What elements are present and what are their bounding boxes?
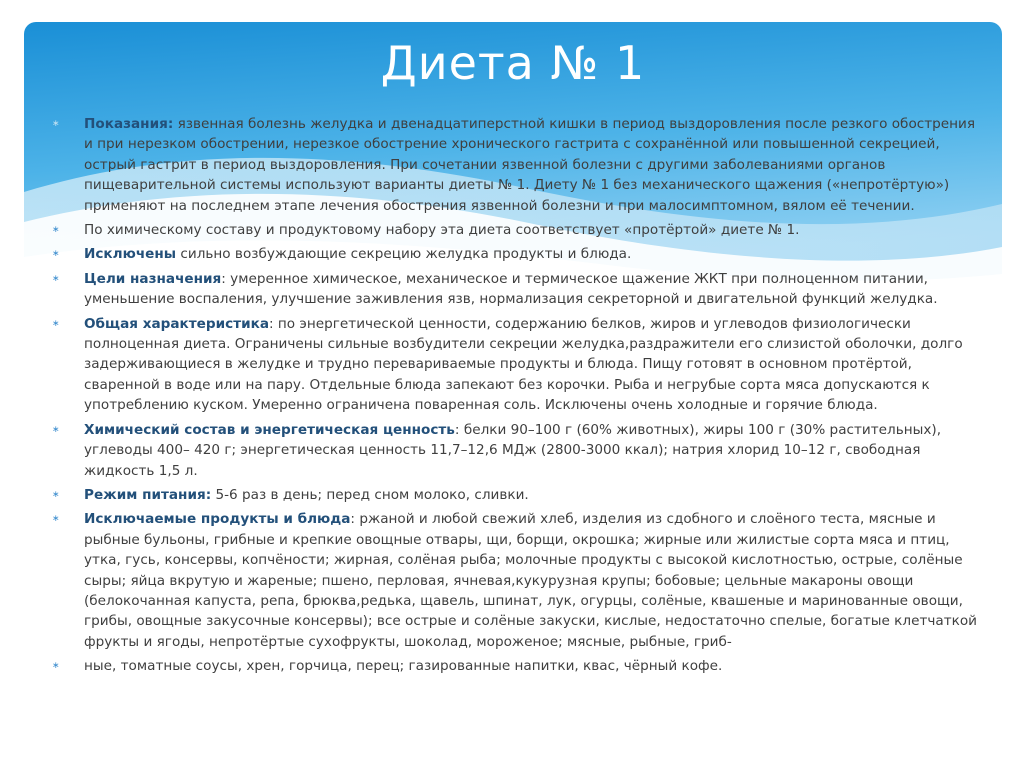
item-text: : ржаной и любой свежий хлеб, изделия из сдобного и слоёного теста, мясные и рыбные бульоны, грибные и крепкие овощные отвары, щи, борщи, окрошка; жирные или жилистые сорта мяса и птиц, утка, гусь, консервы, копчёности; жирная, солёная рыба; молочные продукты с высокой кислотностью, острые, солёные сыры; яйца вкрутую и жареные; пшено, перловая, ячневая,кукурузная крупы; бобовые; цельные макароны овощи (белокочанная капуста, репа, брюква,редька, щавель, шпинат, лук, огурцы, солёные, квашеные и маринованные овощи, грибы, овощные закусочные консервы); все острые и солёные закуски, кислые, недостаточно спелые, богатые клетчаткой фрукты и ягоды, непротёртые сухофрукты, шоколад, мороженое; мясные, рыбные, гриб- [84, 511, 978, 650]
list-item-indications [52, 114, 982, 216]
bullet-icon: ∗ [52, 424, 60, 435]
item-text: сильно возбуждающие секрецию желудка продукты и блюда. [176, 246, 632, 263]
bullet-icon: ∗ [52, 514, 60, 525]
slide-content [52, 114, 982, 681]
item-label: Общая характеристика [84, 315, 269, 332]
bullet-icon: ∗ [52, 225, 60, 236]
item-text: : по энергетической ценности, содержанию белков, жиров и углеводов физиологически полноценная диета. Ограничены сильные возбудители секреции желудка,раздражители его слизистой оболочки, долго задерживающиеся в желудке и трудно перевариваемые продукты и блюда. Пищу готовят в основном протёртой, сваренной в воде или на пару. Отдельные блюда запекают без корочки. Рыба и негрубые сорта мяса допускаются к употреблению куском. Умеренно ограничена поваренная соль. Исключены очень холодные и горячие блюда. [84, 315, 963, 414]
list-item-chemical [52, 420, 982, 481]
slide-title: Диета № 1 [380, 36, 646, 90]
item-text: ные, томатные соусы, хрен, горчица, перец; газированные напитки, квас, чёрный кофе. [84, 658, 723, 675]
item-label: Химический состав и энергетическая ценность [84, 421, 455, 438]
item-text: : умеренное химическое, механическое и термическое щажение ЖКТ при полноценном питании, уменьшение воспаления, улучшение заживления язв, нормализация секреторной и двигательной функций желудка. [84, 270, 938, 308]
bullet-icon: ∗ [52, 273, 60, 284]
list-item-composition [52, 220, 982, 240]
item-text: 5-6 раз в день; перед сном молоко, сливки. [211, 486, 529, 503]
item-text: По химическому составу и продуктовому набору эта диета соответствует «протёртой» диете № 1. [84, 222, 800, 239]
list-item-general [52, 314, 982, 416]
bullet-icon: ∗ [52, 661, 60, 672]
item-label: Исключаемые продукты и блюда [84, 511, 351, 528]
list-item-excluded-products [52, 509, 982, 652]
list-item-goals [52, 269, 982, 310]
item-label: Исключены [84, 246, 177, 263]
item-label: Показания: [84, 116, 174, 132]
list-item-sauces [52, 656, 982, 676]
item-text: : белки 90–100 г (60% животных), жиры 100 г (30% растительных), углеводы 400– 420 г; энергетическая ценность 11,7–12,6 МДж (2800-3000 ккал); натрия хлорид 10–12 г, свободная жидкость 1,5 л. [84, 421, 942, 479]
list-item-excluded [52, 244, 982, 264]
item-text: язвенная болезнь желудка и двенадцатиперстной кишки в период выздоровления после резкого обострения и при нерезком обострении, нерезкое обострение хронического гастрита с сохранённой или повышенной секрецией, острый гастрит в период выздоровления. При сочетании язвенной болезни с другими заболеваниями органов пищеварительной системы используют варианты диеты № 1. Диету № 1 без механического щажения («непротёртую») применяют на последнем этапе лечения обострения язвенной болезни и при малосимптомном, вялом её течении. [84, 116, 976, 214]
bullet-icon: ∗ [52, 489, 60, 500]
item-label: Цели назначения [84, 270, 222, 287]
list-item-regime [52, 485, 982, 505]
bullet-icon: ∗ [52, 249, 60, 260]
bullet-icon: ∗ [52, 119, 60, 129]
bullet-icon: ∗ [52, 318, 60, 329]
item-label: Режим питания: [84, 486, 212, 503]
